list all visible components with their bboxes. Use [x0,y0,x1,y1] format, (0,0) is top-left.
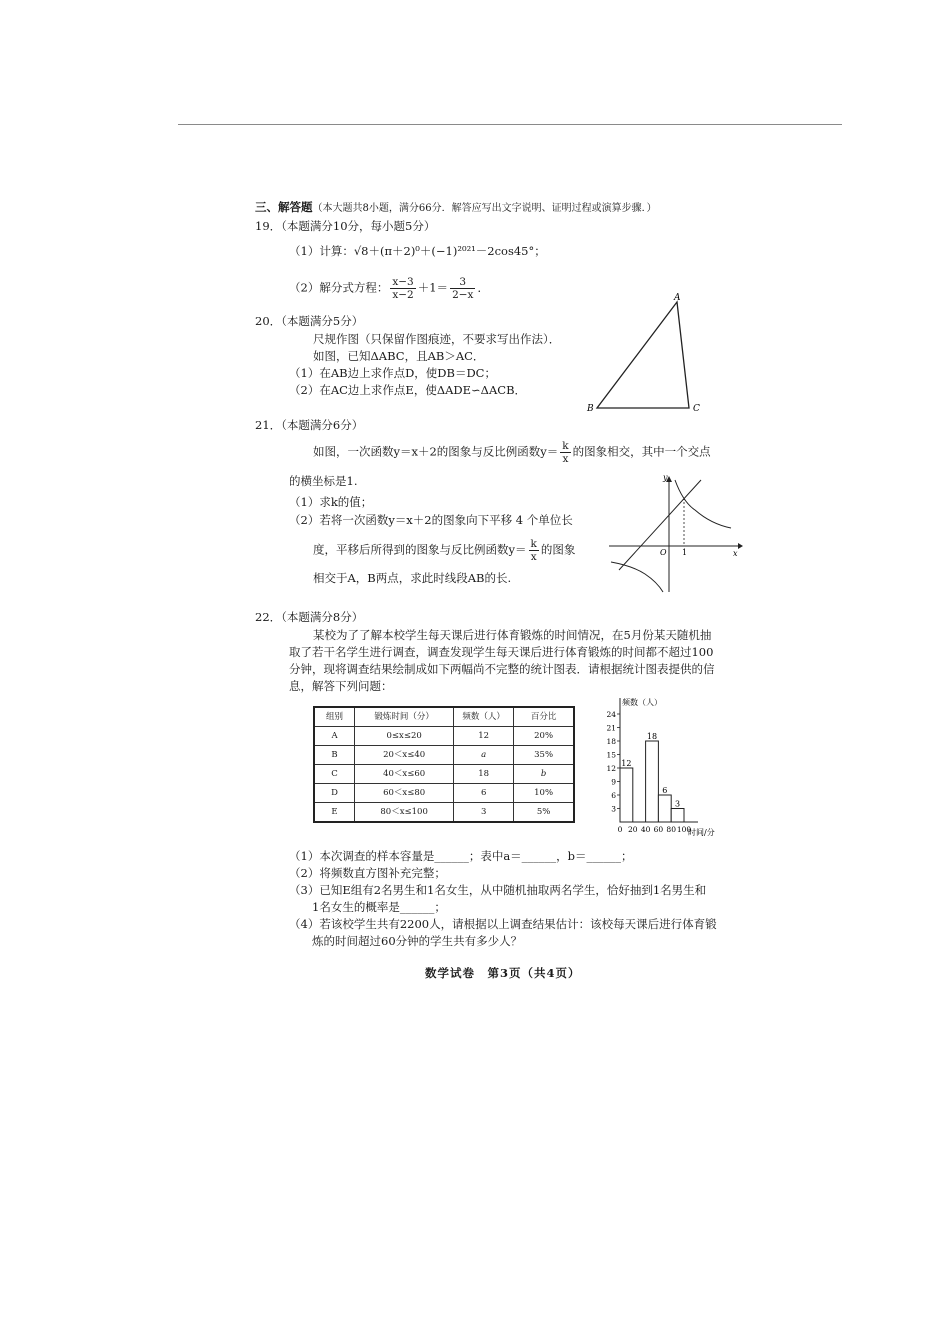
table-row [314,765,574,784]
histogram-x-tick-label: 40 [640,825,651,834]
table-row [314,727,574,746]
q20-line-2: 如图，已知ΔABC，且AB＞AC． [313,349,485,363]
graph-label-x: x [733,549,738,558]
histogram-bar [620,768,633,822]
histogram-bar-label: 6 [662,786,668,795]
triangle-abc [597,302,689,408]
table-cell: 60＜x≤80 [355,784,454,803]
q19-rhs-num: 3 [450,276,475,289]
q20-line-4: （2）在AC边上求作点E，使ΔADE∽ΔACB． [289,383,527,397]
q19-lhs-den: x−2 [392,289,414,301]
table-cell: 20% [514,727,574,746]
q21-fraction-2 [529,538,539,563]
table-header-cell: 锻炼时间（分） [355,707,454,727]
histogram-bar [646,741,659,822]
section-header [255,200,657,216]
table-row [314,746,574,765]
table-cell: 12 [454,727,514,746]
histogram-y-label: 频数（人） [622,698,662,707]
label-a: A [674,293,681,303]
table-header-cell: 组别 [314,707,355,727]
q19-part1: （1）计算：√8＋(π＋2)⁰＋(−1)²⁰²¹－2cos45°； [289,244,546,258]
q21-part2-line-2-post: 的图象 [540,542,576,557]
table-cell: 10% [514,784,574,803]
q21-part2-line-2 [313,538,575,563]
top-rule [178,124,842,125]
q20-header: 20．（本题满分5分） [255,314,364,328]
q22-question-3: （3）已知E组有2名男生和1名女生，从中随机抽取两名学生，恰好抽到1名男生和 [289,883,707,897]
table-cell: 0≤x≤20 [355,727,454,746]
table-cell: b [514,765,574,784]
q21-part2-line-2-pre: 度，平移后所得到的图象与反比例函数y＝ [313,542,527,557]
q22-question-2: （2）将频数直方图补充完整； [289,866,446,880]
graph-label-one: 1 [682,548,688,557]
hyperbola-branch-2 [611,562,663,592]
histogram-bar-label: 12 [621,759,632,768]
q19-rhs-den: 2−x [452,289,474,301]
label-b: B [587,404,594,414]
table-row [314,803,574,823]
q22-para-4: 息，解答下列问题： [289,679,393,693]
table-cell: C [314,765,355,784]
q19-mid: ＋1＝ [417,280,449,295]
triangle-figure [585,290,710,415]
q19-end: ． [477,280,489,295]
table-cell: 35% [514,746,574,765]
q21-line-1 [313,440,711,465]
histogram-y-tick-label: 15 [606,750,616,760]
table-header-cell: 频数（人） [454,707,514,727]
q22-question-4: （4）若该校学生共有2200人，请根据以上调查结果估计：该校每天课后进行体育锻 [289,917,717,931]
q19-part2 [289,276,489,301]
histogram-y-tick-label: 12 [606,764,616,773]
table-cell: 80＜x≤100 [355,803,454,823]
q22-question-4-cont: 炼的时间超过60分钟的学生共有多少人？ [289,934,523,948]
histogram-y-tick-label: 6 [611,791,616,800]
q21-part2-line-3: 相交于A，B两点，求此时线段AB的长. [313,571,512,585]
q21-part2-line-1: （2）若将一次函数y＝x＋2的图象向下平移 4 个单位长 [289,513,573,527]
histogram-y-tick-label: 24 [606,710,616,719]
frequency-table [313,706,575,823]
histogram-y-tick-label: 21 [606,723,616,733]
histogram-x-tick-label: 20 [628,825,638,834]
q19-header: 19．（本题满分10分，每小题5分） [255,219,436,233]
graph-label-y: y [663,473,668,482]
section-title: 三、解答题 [255,200,313,214]
hyperbola-branch-1 [675,480,731,528]
q21-frac-num: k [562,440,569,452]
q20-line-1: 尺规作图（只保留作图痕迹，不要求写出作法）． [313,332,561,346]
q20-line-3: （1）在AB边上求作点D，使DB＝DC； [289,366,496,380]
histogram-y-tick-label: 9 [611,777,616,787]
frequency-histogram [600,694,750,840]
histogram-x-label: 时间/分 [688,828,715,837]
histogram-bar-label: 3 [675,799,681,809]
q22-question-3-cont: 1名女生的概率是______； [289,900,446,914]
table-cell: 6 [454,784,514,803]
q22-para-3: 分钟，现将调查结果绘制成如下两幅尚不完整的统计图表．请根据统计图表提供的信 [289,662,715,676]
histogram-bar [671,809,684,823]
q21-line-1-pre: 如图，一次函数y＝x＋2的图象与反比例函数y＝ [313,444,559,459]
q22-para-2: 取了若干名学生进行调查，调查发现学生每天课后进行体育锻炼的时间都不超过100 [289,645,714,659]
q22-para-1: 某校为了了解本校学生每天课后进行体育锻炼的时间情况，在5月份某天随机抽 [313,628,712,642]
q21-header: 21．（本题满分6分） [255,418,364,432]
function-graph [603,470,748,595]
histogram-x-tick-label: 100 [676,825,692,834]
q21-part1: （1）求k的值； [289,495,373,509]
table-cell: E [314,803,355,823]
table-cell: B [314,746,355,765]
q21-line-1-post: 的图象相交，其中一个交点 [572,444,711,459]
table-row [314,784,574,803]
table-cell: 5% [514,803,574,823]
histogram-x-tick-label: 80 [666,825,676,834]
q19-lhs-num: x−3 [392,276,414,288]
section-instructions: （本大题共8小题，满分66分．解答应写出文字说明、证明过程或演算步骤．） [312,203,657,214]
table-cell: D [314,784,355,803]
label-c: C [693,404,700,414]
q21-line-2: 的横坐标是1. [289,474,358,488]
histogram-y-tick-label: 3 [611,804,616,814]
table-cell: 18 [454,765,514,784]
q22-question-1: （1）本次调查的样本容量是______；表中a＝______，b＝______； [289,849,633,863]
histogram-y-tick-label: 18 [606,737,616,746]
x-axis-arrow [738,543,743,549]
q21-frac-den: x [562,453,569,465]
q21-frac2-num: k [530,538,537,550]
histogram-bar [658,795,671,822]
histogram-x-tick-label: 60 [653,825,664,834]
table-cell: 20＜x≤40 [355,746,454,765]
q22-header: 22．（本题满分8分） [255,610,364,624]
histogram-bar-label: 18 [646,732,658,741]
q21-frac2-den: x [530,551,537,563]
table-cell: A [314,727,355,746]
q19-rhs-fraction [450,276,475,301]
graph-label-origin: O [660,548,667,557]
q19-part2-prefix: （2）解分式方程： [289,280,389,295]
table-header-cell: 百分比 [514,707,574,727]
q21-fraction [560,440,570,465]
q19-lhs-fraction [390,276,415,301]
page-footer: 数学试卷 第3页（共4页） [425,966,581,980]
histogram-x-tick-label: 0 [617,825,623,834]
table-cell: 40＜x≤60 [355,765,454,784]
table-cell: a [454,746,514,765]
table-header-row [314,707,574,727]
table-cell: 3 [454,803,514,823]
